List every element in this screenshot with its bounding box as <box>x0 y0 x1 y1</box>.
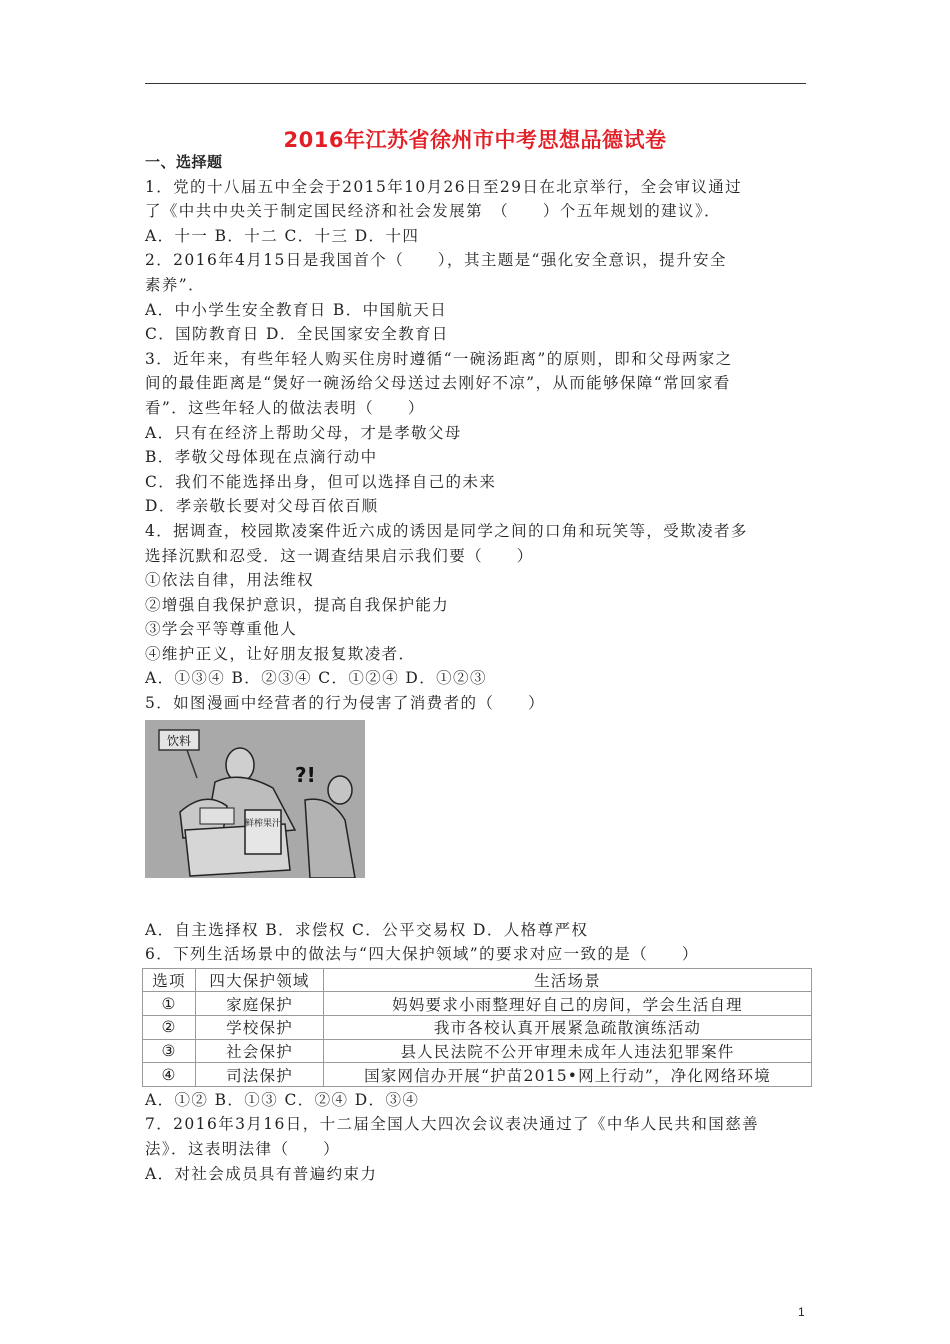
table-row <box>143 1039 812 1063</box>
question-3-option-a: A．只有在经济上帮助父母，才是孝敬父母 <box>145 423 462 442</box>
question-7-option-a: A．对社会成员具有普遍约束力 <box>145 1164 378 1183</box>
table-cell: 社会保护 <box>196 1039 324 1063</box>
question-2-options-1: A．中小学生安全教育日 B．中国航天日 <box>145 300 448 319</box>
question-4-line-2: 选择沉默和忍受．这一调查结果启示我们要（ ） <box>145 546 534 565</box>
question-3-option-c: C．我们不能选择出身，但可以选择自己的未来 <box>145 472 497 491</box>
table-cell: 司法保护 <box>196 1063 324 1087</box>
table-cell: ① <box>143 992 196 1016</box>
question-3-line-3: 看”．这些年轻人的做法表明（ ） <box>145 398 425 417</box>
question-4-item-2: ②增强自我保护意识，提高自我保护能力 <box>145 595 450 614</box>
question-3-option-d: D．孝亲敬长要对父母百依百顺 <box>145 497 379 516</box>
table-cell: 国家网信办开展“护苗2015•网上行动”，净化网络环境 <box>324 1063 812 1087</box>
table-header: 生活场景 <box>324 968 812 992</box>
cartoon-drawing <box>145 720 365 878</box>
question-4-item-1: ①依法自律，用法维权 <box>145 571 315 590</box>
question-2-line-2: 素养”． <box>145 275 206 294</box>
cartoon-sign-drink: 饮料 <box>166 733 192 748</box>
table-cell: 县人民法院不公开审理未成年人违法犯罪案件 <box>324 1039 812 1063</box>
question-4-item-4: ④维护正义，让好朋友报复欺凌者． <box>145 644 416 663</box>
table-row <box>143 1016 812 1040</box>
cartoon-image <box>145 720 365 878</box>
table-cell: ④ <box>143 1063 196 1087</box>
cartoon-box-label: 鲜榨果汁 <box>244 818 282 829</box>
table-header: 选项 <box>143 968 196 992</box>
question-5-stem: 5．如图漫画中经营者的行为侵害了消费者的（ ） <box>145 694 545 713</box>
question-1-line-1: 1．党的十八届五中全会于2015年10月26日至29日在北京举行，全会审议通过 <box>145 177 743 196</box>
question-3-option-b: B．孝敬父母体现在点滴行动中 <box>145 448 378 467</box>
header-rule <box>145 83 806 84</box>
exam-body <box>145 150 810 1186</box>
question-4-item-3: ③学会平等尊重他人 <box>145 620 298 639</box>
question-7-line-2: 法》．这表明法律（ ） <box>145 1140 341 1158</box>
question-6-stem: 6．下列生活场景中的做法与“四大保护领域”的要求对应一致的是（ ） <box>145 945 699 964</box>
table-cell: 我市各校认真开展紧急疏散演练活动 <box>324 1016 812 1040</box>
question-4-line-1: 4．据调查，校园欺凌案件近六成的诱因是同学之间的口角和玩笑等，受欺凌者多 <box>145 521 748 540</box>
question-1-line-2: 了《中共中央关于制定国民经济和社会发展第 （ ）个五年规划的建议》． <box>145 202 722 221</box>
question-3-line-1: 3．近年来，有些年轻人购买住房时遵循“一碗汤距离”的原则，即和父母两家之 <box>145 349 733 368</box>
cartoon-question-mark: ?! <box>295 762 316 787</box>
question-7-line-1: 7．2016年3月16日，十二届全国人大四次会议表决通过了《中华人民共和国慈善 <box>145 1115 759 1134</box>
protection-table <box>142 968 812 1087</box>
table-cell: ③ <box>143 1039 196 1063</box>
section-heading: 一、选择题 <box>145 153 223 171</box>
question-1-options: A．十一 B．十二 C．十三 D．十四 <box>145 226 420 245</box>
table-row <box>143 992 812 1016</box>
table-row <box>143 1063 812 1087</box>
question-6-options: A．①② B．①③ C．②④ D．③④ <box>145 1090 420 1109</box>
question-3-line-2: 间的最佳距离是“煲好一碗汤给父母送过去刚好不凉”，从而能够保障“常回家看 <box>145 374 731 393</box>
page-number: 1 <box>798 1305 805 1319</box>
table-header: 四大保护领域 <box>196 968 324 992</box>
question-2-line-1: 2．2016年4月15日是我国首个（ ），其主题是“强化安全意识，提升安全 <box>145 251 727 270</box>
question-2-options-2: C．国防教育日 D．全民国家安全教育日 <box>145 325 449 344</box>
table-cell: ② <box>143 1016 196 1040</box>
question-4-options: A．①③④ B．②③④ C．①②④ D．①②③ <box>145 669 487 688</box>
page-title: 2016年江苏省徐州市中考思想品德试卷 <box>283 128 667 152</box>
table-cell: 学校保护 <box>196 1016 324 1040</box>
table-cell: 家庭保护 <box>196 992 324 1016</box>
table-cell: 妈妈要求小雨整理好自己的房间，学会生活自理 <box>324 992 812 1016</box>
table-header-row <box>143 968 812 992</box>
question-5-options: A．自主选择权 B．求偿权 C．公平交易权 D．人格尊严权 <box>145 920 589 939</box>
